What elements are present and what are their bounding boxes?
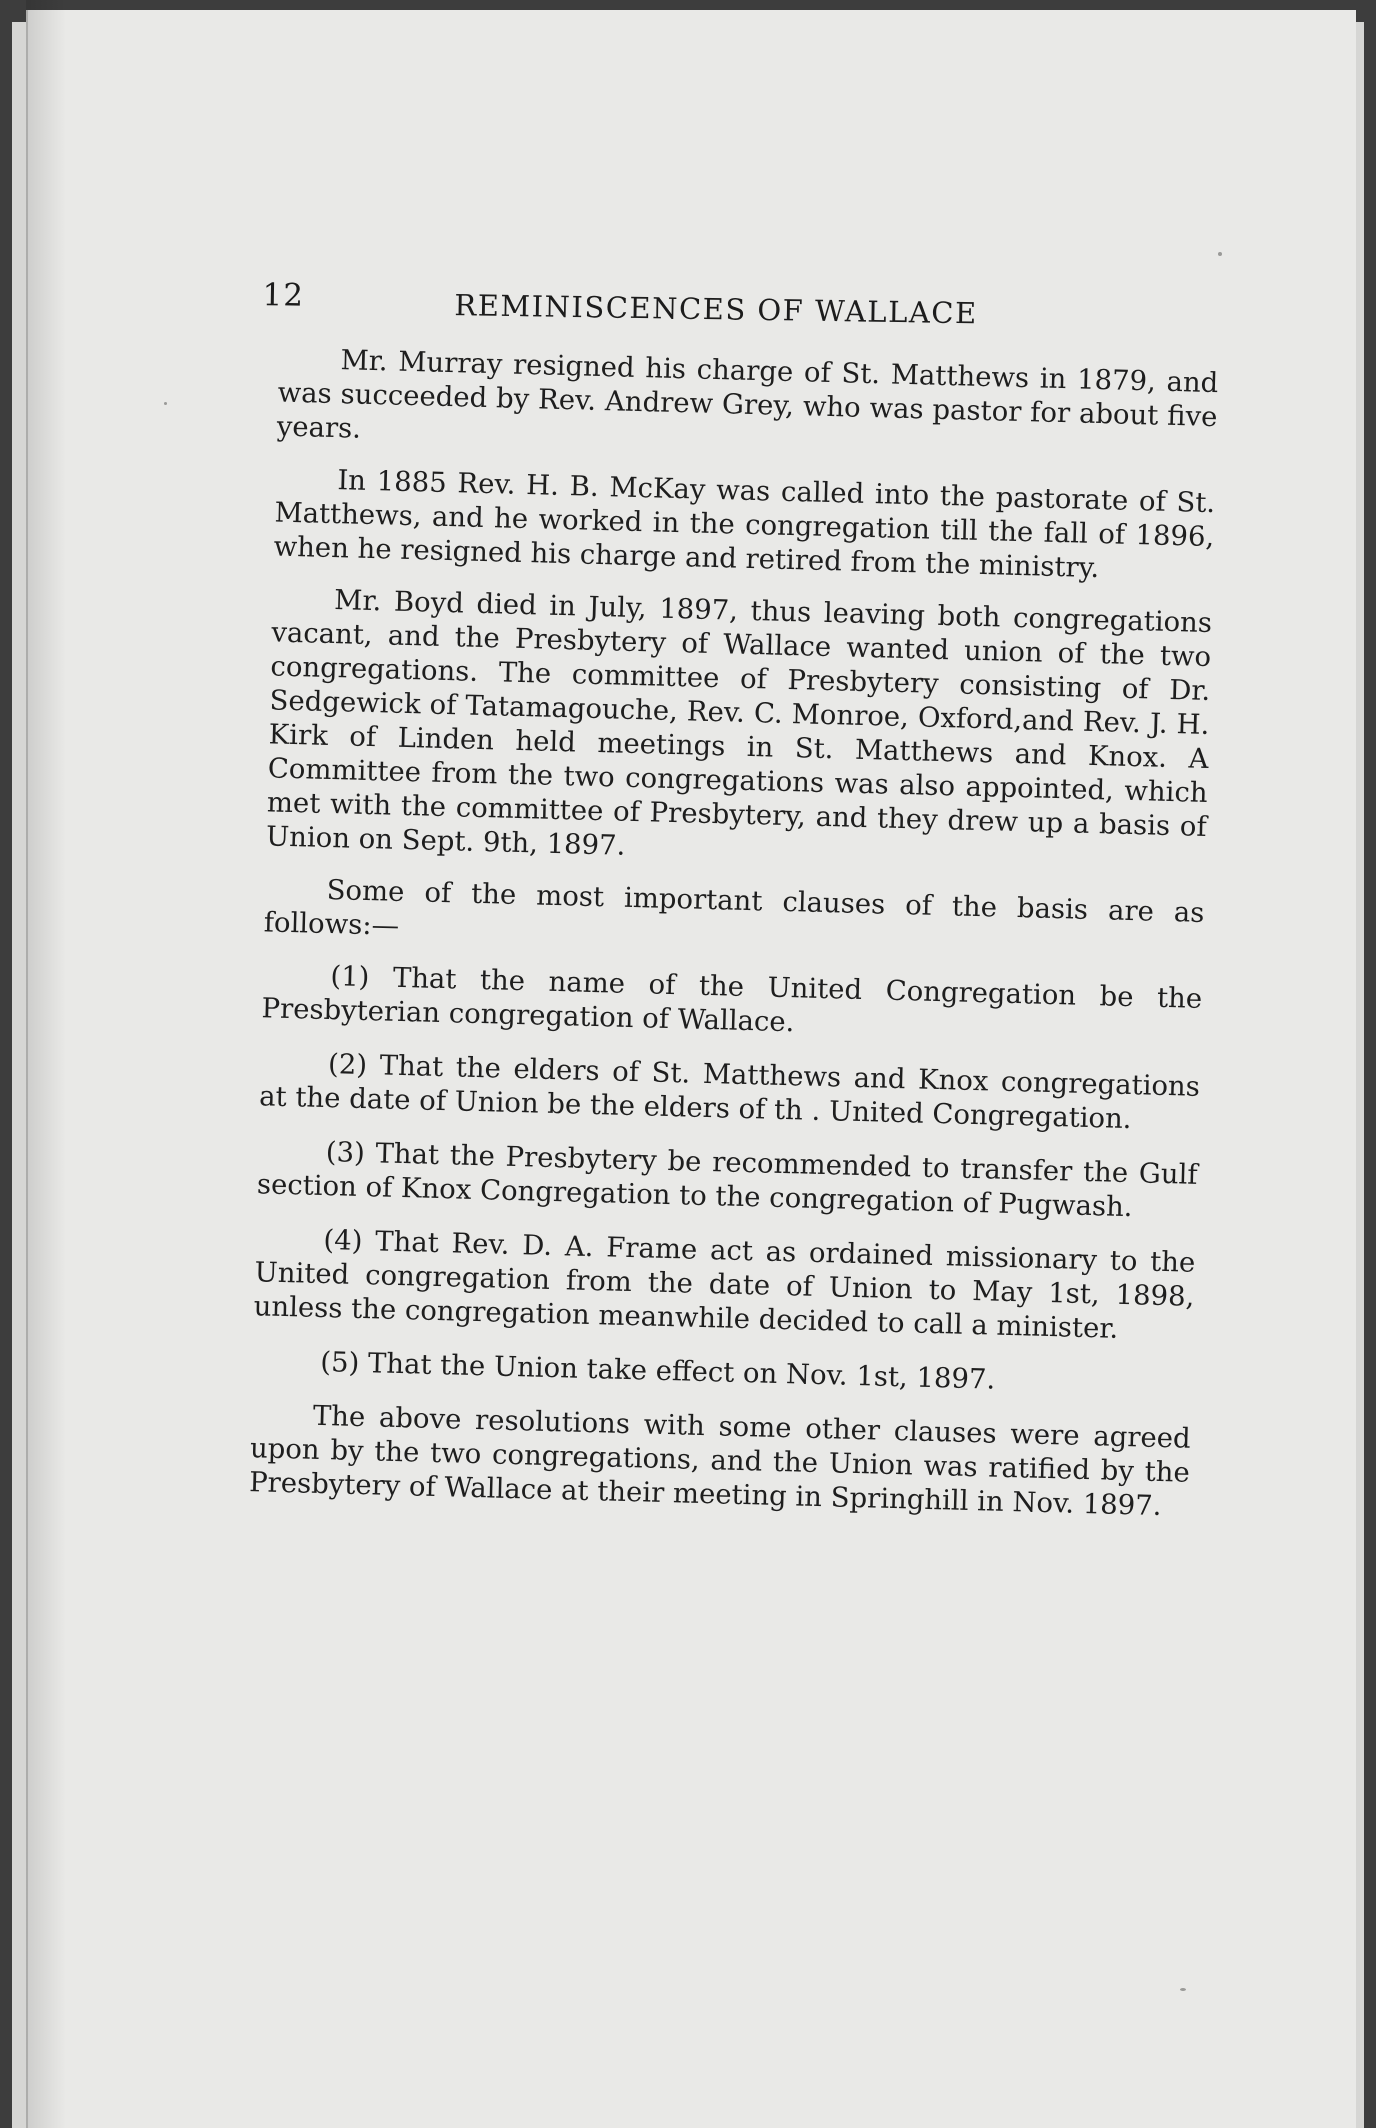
clause-item: (1) That the name of the United Congregation be the Presbyterian congregation of Wallace. <box>261 960 1203 1039</box>
closing-paragraph: The above resolutions with some other clauses were agreed upon by the two congregations, and the Union was ratified by the Presbytery of Wallace at their meeting in Springhill in Nov. 1897. <box>248 1399 1192 1523</box>
clause-item: (4) That Rev. D. A. Frame act as ordained missionary to the United congregation from the date of Union to May 1st, 1898, unless the congregation meanwhile decided to call a minister. <box>253 1224 1196 1345</box>
paragraph: In 1885 Rev. H. B. McKay was called into the pastorate of St. Matthews, and he worked in the congregation till the fall of 1896, when he resigned his charge and retired from the ministry. <box>273 464 1216 585</box>
clause-item: (3) That the Presbytery be recommended to transfer the Gulf section of Knox Congregation to the congregation of Pugwash. <box>256 1136 1198 1224</box>
paragraph: Mr. Boyd died in July, 1897, thus leaving both congregations vacant, and the Presbytery of Wallace wanted union of the two congregations. The committee of Presbytery consisting of Dr. Sedgewick of Tatamagouche, Rev. C. Monroe, Oxford,and Rev. J. H. Kirk of Linden held meetings in St. Matthews and Knox. A Committee from the two congregations was also appointed, which met with the committee of Presbytery, and they drew up a basis of Union on Sept. 9th, 1897. <box>265 584 1213 862</box>
paper-speck <box>1180 1988 1186 1991</box>
paragraph: Some of the most important clauses of the basis are as follows:— <box>263 873 1205 942</box>
running-title: REMINISCENCES OF WALLACE <box>454 288 978 331</box>
page-number: 12 <box>262 277 305 314</box>
paragraph: Mr. Murray resigned his charge of St. Matthews in 1879, and was succeeded by Rev. Andrew Grey, who was pastor for about five years. <box>276 344 1219 445</box>
paper-speck <box>164 402 167 405</box>
body-text <box>248 342 1218 1542</box>
clause-item: (2) That the elders of St. Matthews and Knox congregations at the date of Union be the elders of th . United Congregation. <box>258 1048 1201 1136</box>
clause-item: (5) That the Union take effect on Nov. 1st, 1897. <box>319 1345 996 1396</box>
paper-speck <box>1218 252 1222 256</box>
